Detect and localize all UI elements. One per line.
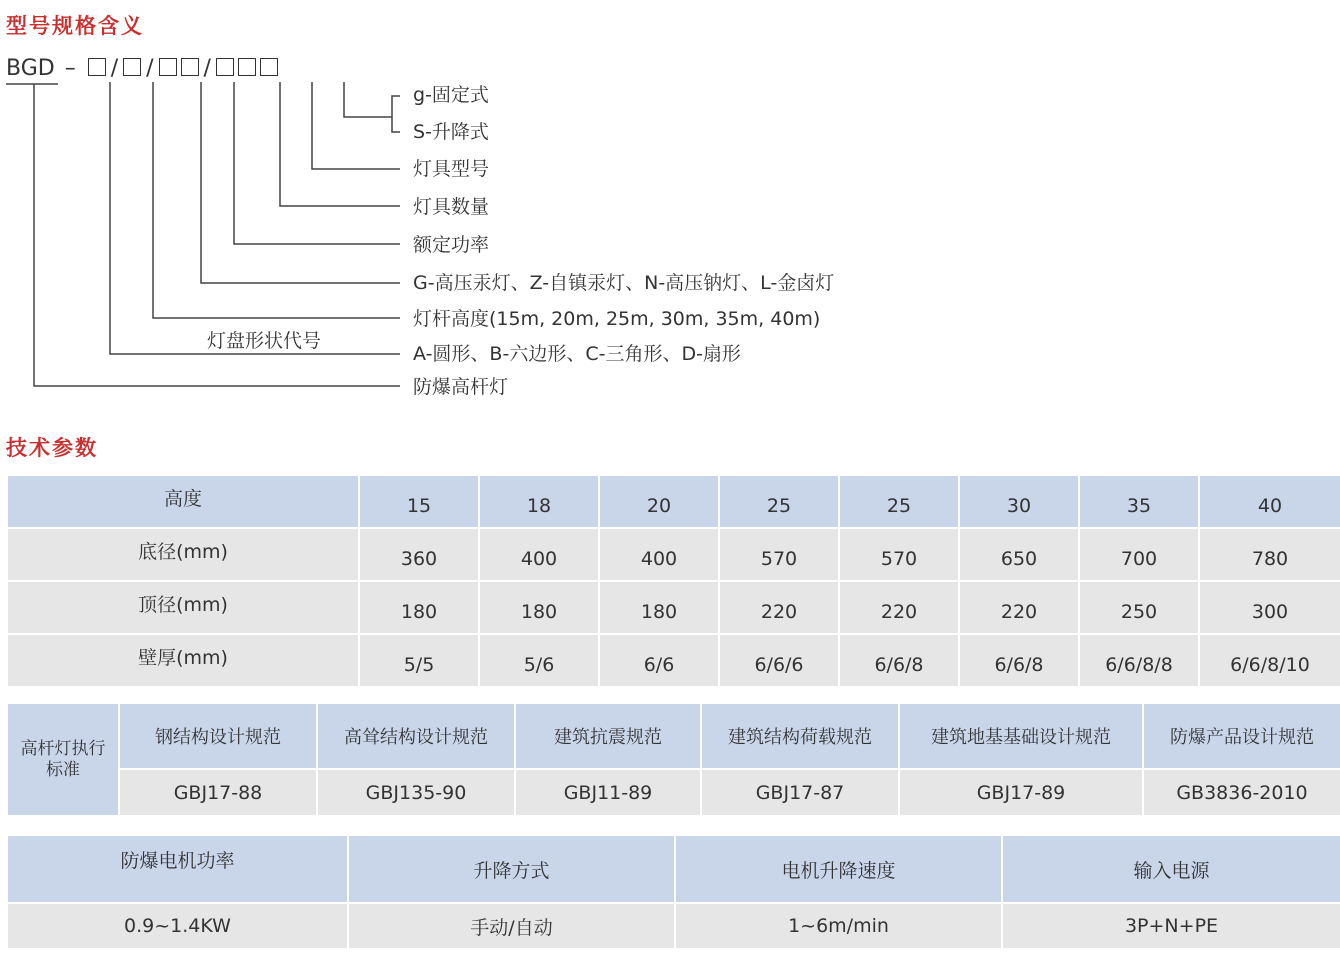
spec-cell [599,634,719,687]
standards-table [6,702,1340,817]
spec-cell [479,528,599,581]
spec-cell [719,528,839,581]
spec-cell [839,475,959,528]
standard-name: 建筑结构荷载规范 [701,703,899,769]
disc-shape-code-label: 灯盘形状代号 [207,330,322,352]
standard-name: 防爆产品设计规范 [1143,703,1340,769]
model-slash: / [203,56,211,81]
spec-cell [1079,528,1199,581]
spec-cell [959,475,1079,528]
spec-value: 650 [1000,547,1038,570]
spec-value: 6/6/8/8 [1105,653,1173,676]
spec-row [7,634,1340,687]
motor-header-row [7,835,1340,903]
standard-code: GBJ17-88 [119,769,317,816]
standard-code: GBJ11-89 [515,769,701,816]
spec-value: 400 [520,547,558,570]
spec-value: 400 [640,547,678,570]
standard-code: GB3836-2010 [1143,769,1340,816]
spec-value: 6/6/8/10 [1230,653,1310,676]
spec-label-text: 底径(mm) [138,541,228,563]
spec-cell [479,475,599,528]
standard-code: GBJ17-87 [701,769,899,816]
connector-line [280,82,400,206]
motor-value: 0.9~1.4KW [7,903,348,949]
motor-table [6,834,1340,950]
standard-code: GBJ135-90 [317,769,515,816]
spec-cell [719,475,839,528]
spec-row [7,528,1340,581]
legend-disc-shape: A-圆形、B-六边形、C-三角形、D-扇形 [413,343,741,365]
bracket-line [392,96,400,132]
legend-pole-height: 灯杆高度(15m, 20m, 25m, 30m, 35m, 40m) [413,308,821,330]
spec-value: 6/6 [643,653,675,676]
spec-cell [359,581,479,634]
legend-lamp-model: 灯具型号 [413,158,490,180]
spec-cell [599,528,719,581]
motor-header: 升降方式 [348,835,675,903]
spec-cell [719,634,839,687]
spec-value: 18 [526,494,552,517]
spec-value: 15 [406,494,432,517]
standards-header-row [7,703,1340,769]
motor-header: 电机升降速度 [675,835,1002,903]
spec-cell [1079,475,1199,528]
spec-cell [479,581,599,634]
spec-cell [359,634,479,687]
legend-fixed: g-固定式 [413,84,489,106]
spec-cell [1199,634,1340,687]
spec-value: 25 [886,494,912,517]
spec-value: 25 [766,494,792,517]
spec-value: 180 [400,600,438,623]
spec-value: 570 [880,547,918,570]
spec-label-text: 壁厚(mm) [138,647,228,669]
connector-line [234,82,400,244]
spec-label-text: 顶径(mm) [138,594,228,616]
spec-cell [1079,581,1199,634]
spec-table [6,474,1340,688]
spec-cell [1199,528,1340,581]
spec-cell [839,528,959,581]
spec-value: 180 [520,600,558,623]
legend-rated-power: 额定功率 [413,234,490,256]
spec-value: 5/5 [403,653,435,676]
model-dash: – [64,56,76,81]
spec-value: 30 [1006,494,1032,517]
section-title-model: 型号规格含义 [6,14,144,38]
spec-row [7,581,1340,634]
spec-value: 6/6/8 [874,653,924,676]
standards-row-label: 高杆灯执行标准 [7,703,119,816]
standards-value-row [7,769,1340,816]
standard-name: 建筑地基基础设计规范 [899,703,1143,769]
spec-value: 250 [1120,600,1158,623]
spec-row-label [7,528,359,581]
connector-line [312,82,400,169]
spec-row-label [7,634,359,687]
spec-cell [959,528,1079,581]
spec-value: 700 [1120,547,1158,570]
motor-value: 手动/自动 [348,903,675,949]
spec-cell [839,634,959,687]
legend-product-name: 防爆高杆灯 [413,376,509,398]
model-slash: / [146,56,154,81]
spec-cell [719,581,839,634]
spec-cell [599,475,719,528]
spec-row-label [7,581,359,634]
spec-value: 6/6/8 [994,653,1044,676]
spec-cell [1079,634,1199,687]
section-title-tech: 技术参数 [6,436,98,460]
spec-cell [359,528,479,581]
spec-value: 180 [640,600,678,623]
spec-cell [359,475,479,528]
model-prefix: BGD [6,56,55,81]
standard-name: 建筑抗震规范 [515,703,701,769]
spec-value: 220 [880,600,918,623]
spec-value: 220 [760,600,798,623]
spec-cell [479,634,599,687]
spec-cell [959,634,1079,687]
motor-value-row [7,903,1340,949]
spec-value: 360 [400,547,438,570]
motor-header [7,835,348,903]
spec-cell [599,581,719,634]
spec-value: 570 [760,547,798,570]
motor-header: 输入电源 [1002,835,1340,903]
spec-value: 300 [1251,600,1289,623]
spec-header-row [7,475,1340,528]
spec-value: 780 [1251,547,1289,570]
standard-code: GBJ17-89 [899,769,1143,816]
spec-label-text: 高度 [163,488,202,510]
motor-value: 1~6m/min [675,903,1002,949]
spec-cell [839,581,959,634]
spec-cell [1199,475,1340,528]
legend-lamp-count: 灯具数量 [413,196,490,218]
spec-value: 220 [1000,600,1038,623]
model-slash: / [110,56,119,81]
standard-name: 高耸结构设计规范 [317,703,515,769]
standard-name: 钢结构设计规范 [119,703,317,769]
spec-value: 40 [1257,494,1283,517]
connector-line [344,82,392,117]
legend-lifting: S-升降式 [413,121,489,143]
spec-value: 20 [646,494,672,517]
motor-value: 3P+N+PE [1002,903,1340,949]
spec-row-label [7,475,359,528]
motor-header-text: 防爆电机功率 [120,849,235,872]
legend-lamp-type: G-高压汞灯、Z-自镇汞灯、N-高压钠灯、L-金卤灯 [413,272,835,294]
spec-value: 6/6/6 [754,653,804,676]
spec-cell [1199,581,1340,634]
spec-value: 35 [1126,494,1152,517]
connector-line [201,82,400,283]
spec-cell [959,581,1079,634]
spec-value: 5/6 [523,653,555,676]
